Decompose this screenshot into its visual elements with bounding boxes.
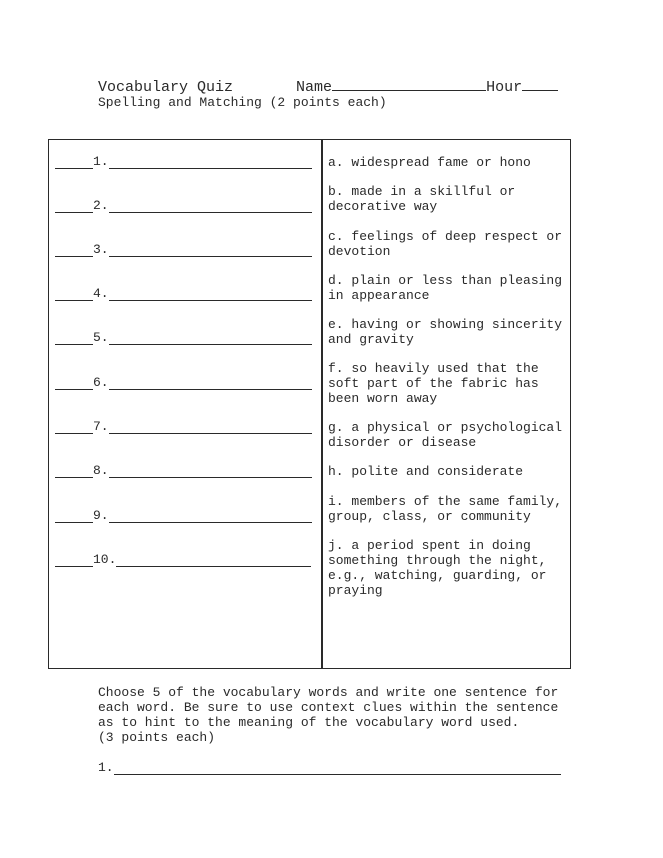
item-number: 4.: [93, 286, 109, 301]
answer-letter-field[interactable]: [55, 286, 93, 301]
name-field[interactable]: [332, 77, 486, 91]
quiz-title: Vocabulary Quiz: [98, 79, 234, 96]
item-number: 10.: [93, 552, 117, 567]
answer-row: [55, 419, 312, 434]
answer-row: [55, 463, 312, 478]
answer-letter-field[interactable]: [55, 375, 93, 390]
sentence-row: [98, 760, 561, 775]
spelling-field[interactable]: [109, 198, 312, 213]
quiz-header: [98, 77, 558, 96]
spelling-field[interactable]: [109, 419, 312, 434]
spelling-field[interactable]: [109, 508, 312, 523]
answer-row: [55, 286, 312, 301]
definition-b: b. made in a skillful or decorative way: [328, 184, 516, 214]
definition-i: i. members of the same family, group, class, or community: [328, 494, 563, 524]
spelling-field[interactable]: [109, 330, 312, 345]
column-divider: [321, 140, 323, 668]
answer-row: [55, 242, 312, 257]
definition-d: d. plain or less than pleasing in appearance: [328, 273, 563, 303]
matching-table: [48, 139, 571, 669]
answer-row: [55, 552, 311, 567]
answer-row: [55, 508, 312, 523]
item-number: 1.: [93, 154, 109, 169]
spelling-field[interactable]: [109, 463, 312, 478]
spelling-field[interactable]: [109, 242, 312, 257]
name-label: Name: [296, 79, 333, 96]
answer-row: [55, 198, 312, 213]
definition-g: g. a physical or psychological disorder or disease: [328, 420, 563, 450]
sentence-number: 1.: [98, 760, 114, 775]
item-number: 2.: [93, 198, 109, 213]
answer-row: [55, 375, 312, 390]
hour-label: Hour: [486, 79, 523, 96]
sentence-field[interactable]: [114, 760, 561, 775]
definition-f: f. so heavily used that the soft part of the fabric has been worn away: [328, 361, 539, 406]
answer-letter-field[interactable]: [55, 198, 93, 213]
definition-j: j. a period spent in doing something through the night, e.g., watching, guarding, or praying: [328, 538, 547, 598]
instructions-points: (3 points each): [98, 730, 216, 745]
definition-a: a. widespread fame or hono: [328, 155, 531, 170]
answer-letter-field[interactable]: [55, 552, 93, 567]
spelling-field[interactable]: [109, 154, 312, 169]
answer-row: [55, 330, 312, 345]
definition-e: e. having or showing sincerity and gravity: [328, 317, 563, 347]
answer-letter-field[interactable]: [55, 463, 93, 478]
answer-letter-field[interactable]: [55, 242, 93, 257]
item-number: 7.: [93, 419, 109, 434]
item-number: 6.: [93, 375, 109, 390]
answer-row: [55, 154, 312, 169]
spelling-field[interactable]: [109, 375, 312, 390]
spelling-field[interactable]: [116, 552, 311, 567]
quiz-subtitle: Spelling and Matching (2 points each): [98, 95, 387, 110]
answer-letter-field[interactable]: [55, 419, 93, 434]
definition-c: c. feelings of deep respect or devotion: [328, 229, 563, 259]
spelling-field[interactable]: [109, 286, 312, 301]
sentence-instructions: [98, 685, 568, 745]
item-number: 8.: [93, 463, 109, 478]
item-number: 9.: [93, 508, 109, 523]
instructions-text: Choose 5 of the vocabulary words and write one sentence for each word. Be sure to use context clues within the sentence as to hint to the meaning of the vocabulary word used.: [98, 685, 559, 730]
definition-h: h. polite and considerate: [328, 464, 524, 479]
hour-field[interactable]: [522, 77, 558, 91]
item-number: 5.: [93, 330, 109, 345]
answer-letter-field[interactable]: [55, 508, 93, 523]
answer-letter-field[interactable]: [55, 154, 93, 169]
item-number: 3.: [93, 242, 109, 257]
answer-letter-field[interactable]: [55, 330, 93, 345]
